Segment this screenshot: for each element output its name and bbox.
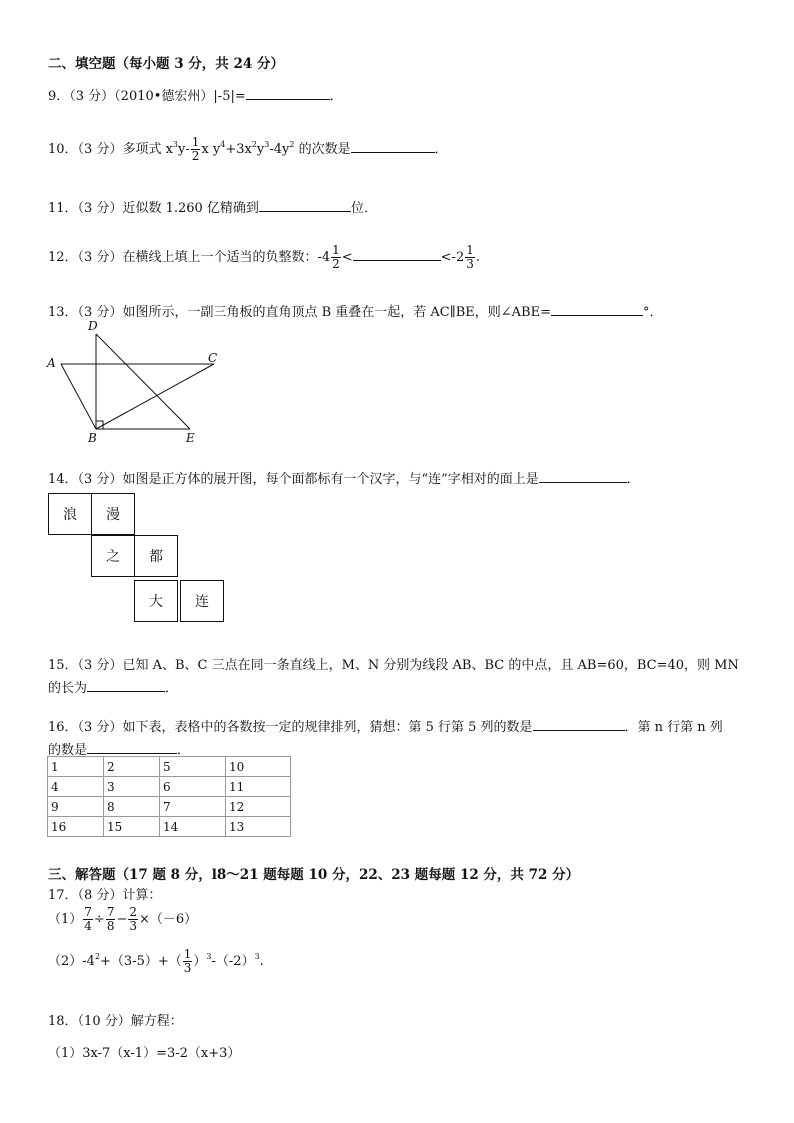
answer-blank[interactable]: [259, 199, 351, 212]
answer-blank[interactable]: [351, 140, 435, 153]
label-d: D: [88, 319, 98, 333]
answer-blank[interactable]: [246, 87, 330, 100]
fraction: $\frac{2}{3}$: [129, 905, 138, 933]
answer-blank[interactable]: [87, 679, 165, 692]
fraction: $\frac{1}{3}$: [183, 947, 192, 975]
right-angle-mark: [96, 421, 103, 429]
question-9: 9．（3 分）（2010•德宏州）|-5|= ．: [48, 89, 343, 104]
line-bc: [96, 364, 214, 429]
section-3-header: 三、解答题（17 题 8 分，l8～21 题每题 10 分，22、23 题每题 12 分，共 72 分）: [48, 867, 580, 883]
table-row: 9 8 7 12: [48, 797, 291, 817]
line-ab: [61, 364, 96, 429]
table-row: 1 2 5 10: [48, 757, 291, 777]
question-10: 10．（3 分）多项式 $x^3y-$ $\frac{1}{2}$ x $y^4+3x^2y^3-4y^2$ 的次数是 ．: [48, 135, 448, 163]
question-18-part-1: （1）3x-7（x-1）=3-2（x+3）: [48, 1046, 241, 1061]
fraction: $\frac{1}{3}$: [466, 243, 474, 271]
cube-face: 之: [91, 535, 135, 577]
question-9-text: 9．（3 分）（2010•德宏州）|-5|=: [48, 89, 246, 104]
question-11: 11．（3 分）近似数 1.260 亿精确到 位．: [48, 201, 377, 216]
number-table: [47, 756, 291, 837]
table-row: 4 3 6 11: [48, 777, 291, 797]
question-17-part-1: （1） $\frac{7}{4}$ ÷ $\frac{7}{8}$ − $\frac{2}{3}$ ×（－6）: [48, 905, 198, 933]
answer-blank[interactable]: [533, 718, 625, 731]
answer-blank[interactable]: [551, 303, 643, 316]
question-16-line-2: 的数是 ．: [48, 743, 191, 758]
cube-face: 漫: [91, 493, 135, 535]
fraction: $\frac{7}{8}$: [106, 905, 115, 933]
label-b: B: [88, 431, 97, 445]
fraction: $\frac{1}{2}$: [191, 135, 200, 163]
answer-blank[interactable]: [353, 248, 441, 261]
question-16-line-1: 16．（3 分）如下表，表格中的各数按一定的规律排列，猜想：第 5 行第 5 列的数是 ．第 n 行第 n 列: [48, 720, 723, 735]
question-17-title: 17．（8 分）计算：: [48, 888, 162, 903]
question-13: 13．（3 分）如图所示，一副三角板的直角顶点 B 重叠在一起，若 AC∥BE，则∠ABE= °．: [48, 305, 663, 320]
label-e: E: [186, 431, 195, 445]
cube-face: 大: [134, 580, 178, 622]
cube-face: 连: [180, 580, 224, 622]
table-row: 16 15 14 13: [48, 817, 291, 837]
question-15-line-2: 的长为 ．: [48, 681, 179, 696]
cube-face: 都: [134, 535, 178, 577]
question-15-line-1: 15．（3 分）已知 A、B、C 三点在同一条直线上，M、N 分别为线段 AB、BC 的中点，且 AB=60，BC=40，则 MN: [48, 658, 739, 673]
question-18-title: 18．（10 分）解方程：: [48, 1014, 183, 1029]
answer-blank[interactable]: [539, 470, 627, 483]
question-17-part-2: $(2)-4^2+(3-5)+$（ $\frac{1}{3}$ ）$^3-(-2)^3$.: [48, 947, 264, 975]
cube-face: 浪: [48, 493, 92, 535]
line-de: [96, 334, 190, 429]
question-14: 14．（3 分）如图是正方体的展开图，每个面都标有一个汉字，与“连”字相对的面上是 ．: [48, 472, 640, 487]
question-12: 12．（3 分）在横线上填上一个适当的负整数：-4 $\frac{1}{2}$ < <-2 $\frac{1}{3}$ .: [48, 243, 480, 271]
label-a: A: [47, 356, 56, 370]
triangle-figure: [44, 318, 234, 446]
fraction: $\frac{7}{4}$: [84, 905, 92, 933]
fraction: $\frac{1}{2}$: [332, 243, 340, 271]
section-2-header: 二、填空题（每小题 3 分，共 24 分）: [48, 56, 284, 72]
answer-blank[interactable]: [87, 741, 177, 754]
label-c: C: [208, 351, 218, 365]
